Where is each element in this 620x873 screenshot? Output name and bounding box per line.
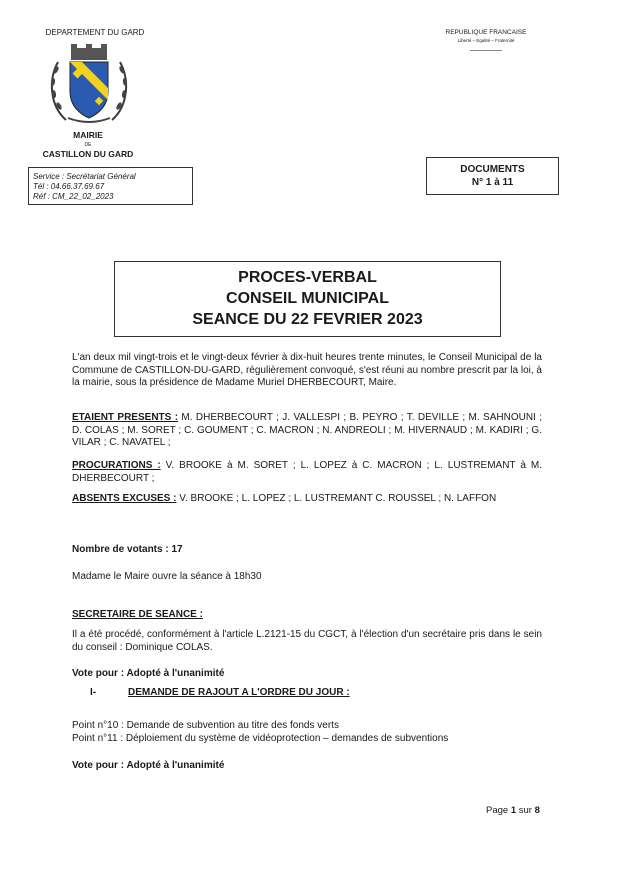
service-line: Service : Secrétariat Général: [33, 172, 136, 181]
phone-line: Tél : 04.66.37.69.67: [33, 182, 105, 191]
title-line2: CONSEIL MUNICIPAL: [226, 290, 389, 307]
page-number: [486, 805, 540, 816]
republic-motto: Liberté – Egalité – Fraternité: [457, 38, 515, 43]
republic-divider: [470, 50, 502, 51]
coat-of-arms-icon: [46, 40, 132, 126]
point-10: Point n°10 : Demande de subvention au titre des fonds verts: [72, 720, 339, 731]
section-number: I-: [90, 687, 97, 698]
documents-range: N° 1 à 11: [471, 177, 514, 188]
page-word: Page: [486, 805, 509, 816]
vote-result-2: Vote pour : Adopté à l'unanimité: [72, 760, 225, 771]
page-current: 1: [510, 805, 517, 816]
presents-label: ETAIENT PRESENTS :: [72, 412, 179, 423]
absents-text: V. BROOKE ; L. LOPEZ ; L. LUSTREMANT C. ROUSSEL ; N. LAFFON: [176, 493, 497, 504]
mairie-line1: MAIRIE: [73, 130, 103, 140]
presents-text: M. DHERBECOURT ; J. VALLESPI ; B. PEYRO ; T. DEVILLE ; M. SAHNOUNI ; D. COLAS ; M. SORET ; C. GOUMENT ; C. MACRON ; N. ANDREOLI ; M. HIVERNAUD ; M. KADIRI ; G. VILAR ; C. NAVATEL ;: [72, 412, 542, 448]
service-box: [28, 167, 193, 205]
secretaire-paragraph: Il a été procédé, conformément à l'article L.2121-15 du CGCT, à l'élection d'un secrétaire pris dans le sein du conseil : Dominique COLAS.: [72, 629, 542, 653]
documents-label: DOCUMENTS: [460, 164, 525, 175]
intro-paragraph: L'an deux mil vingt-trois et le vingt-deux février à dix-huit heures trente minutes, le Conseil Municipal de la Commune de CASTILLON-DU-GARD, régulièrement convoqué, s'est réuni au nombre prescrit par la loi, à la mairie, sous la présidence de Madame Muriel DHERBECOURT, Maire.: [72, 352, 542, 388]
opening-line: Madame le Maire ouvre la séance à 18h30: [72, 571, 262, 582]
title-line3: SEANCE DU 22 FEVRIER 2023: [192, 311, 423, 328]
mairie-de: DE: [84, 142, 92, 148]
procurations-paragraph: [72, 460, 542, 485]
mairie-label: [28, 130, 148, 160]
reference-line: Réf : CM_22_02_2023: [33, 192, 114, 201]
secretaire-heading: SECRETAIRE DE SEANCE :: [72, 609, 203, 620]
department-label: DEPARTEMENT DU GARD: [45, 28, 145, 37]
mairie-line2: CASTILLON DU GARD: [42, 149, 134, 159]
point-11: Point n°11 : Déploiement du système de vidéoprotection – demandes de subventions: [72, 733, 449, 744]
section-title: DEMANDE DE RAJOUT A L'ORDRE DU JOUR :: [128, 687, 350, 698]
page-total: 8: [534, 805, 540, 816]
title-line1: PROCES-VERBAL: [238, 269, 377, 286]
absents-paragraph: [72, 493, 542, 506]
procurations-text: V. BROOKE à M. SORET ; L. LOPEZ à C. MACRON ; L. LUSTREMANT à M. DHERBECOURT ;: [72, 460, 542, 484]
page-of-word: sur: [518, 805, 532, 816]
votants-count: Nombre de votants : 17: [72, 544, 183, 555]
title-box: [114, 261, 501, 337]
republic-label: REPUBLIQUE FRANCAISE: [445, 29, 527, 36]
presents-paragraph: [72, 412, 542, 450]
procurations-label: PROCURATIONS :: [72, 460, 161, 471]
vote-result-1: Vote pour : Adopté à l'unanimité: [72, 668, 225, 679]
documents-box: [426, 157, 559, 195]
absents-label: ABSENTS EXCUSES :: [72, 493, 177, 504]
